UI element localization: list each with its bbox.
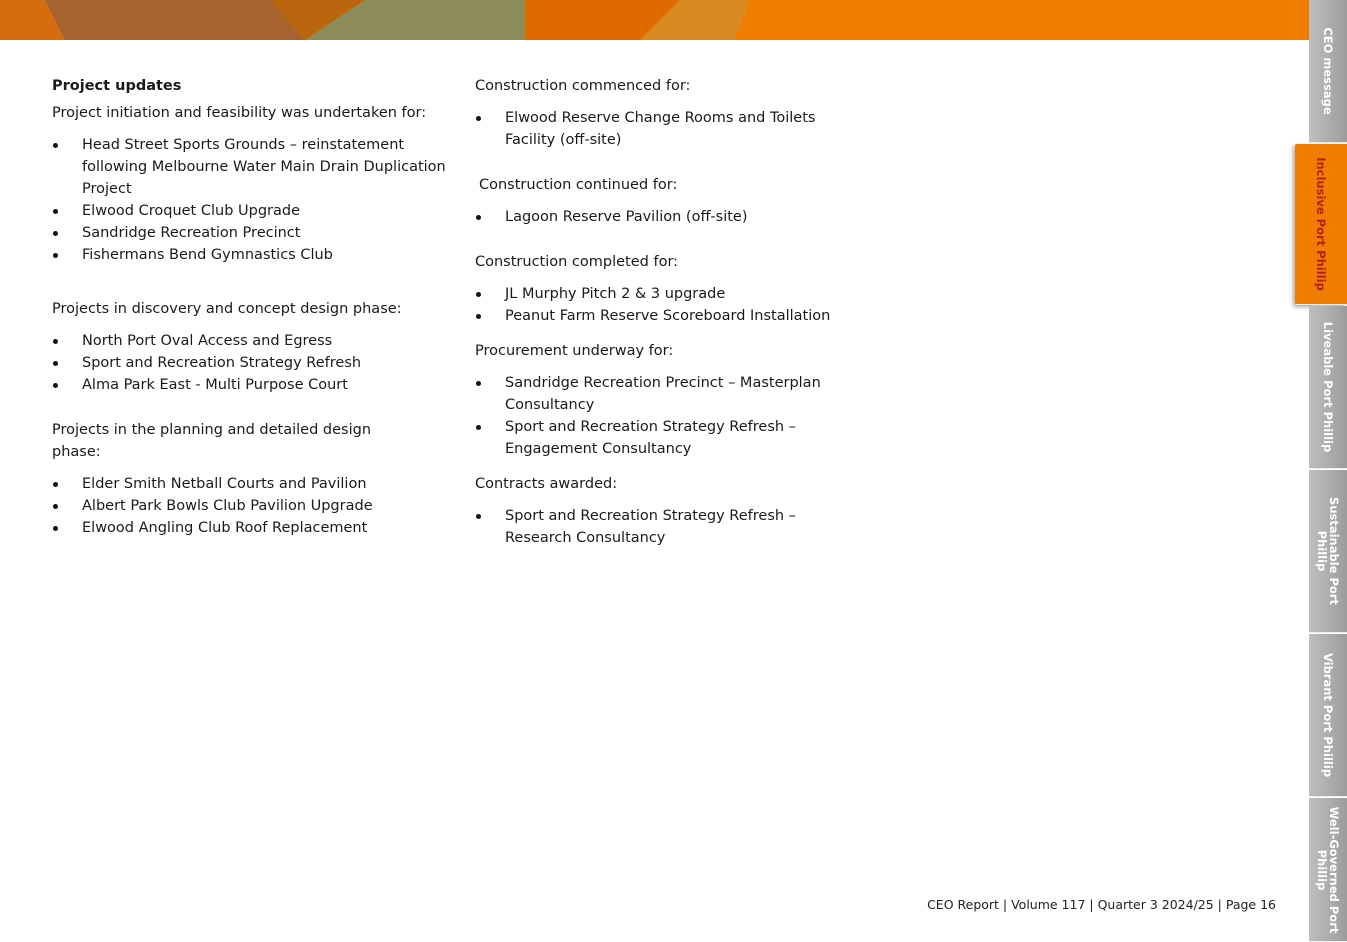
tab-ceo-message[interactable] xyxy=(1309,0,1347,143)
list-item: Sport and Recreation Strategy Refresh – Engagement Consultancy xyxy=(475,416,845,460)
list-item: JL Murphy Pitch 2 & 3 upgrade xyxy=(475,283,875,305)
contracts-intro: Contracts awarded: xyxy=(475,476,618,492)
commenced-list xyxy=(475,107,835,151)
tab-well-governed-port-phillip[interactable] xyxy=(1309,798,1347,942)
contracts-list xyxy=(475,505,815,549)
tab-label: CEO message xyxy=(1321,27,1335,115)
tab-label: Liveable Port Phillip xyxy=(1321,321,1335,453)
commenced-intro: Construction commenced for: xyxy=(475,78,691,94)
list-item: Fishermans Bend Gymnastics Club xyxy=(52,244,452,266)
initiation-list xyxy=(52,134,452,266)
list-item: Elwood Croquet Club Upgrade xyxy=(52,200,452,222)
list-item: Sport and Recreation Strategy Refresh xyxy=(52,352,452,374)
tab-inclusive-port-phillip[interactable] xyxy=(1295,144,1347,305)
list-item: Peanut Farm Reserve Scoreboard Installation xyxy=(475,305,875,327)
left-column xyxy=(52,75,452,539)
completed-list xyxy=(475,283,875,327)
tab-label: Vibrant Port Phillip xyxy=(1321,652,1335,778)
page-footer: CEO Report | Volume 117 | Quarter 3 2024/25 | Page 16 xyxy=(927,897,1276,912)
continued-intro: Construction continued for: xyxy=(479,177,678,193)
section-title: Project updates xyxy=(52,78,182,94)
initiation-intro: Project initiation and feasibility was undertaken for: xyxy=(52,105,427,121)
list-item: Sport and Recreation Strategy Refresh – Research Consultancy xyxy=(475,505,815,549)
list-item: Head Street Sports Grounds – reinstatement following Melbourne Water Main Drain Duplication Project xyxy=(52,134,452,200)
header-banner xyxy=(0,0,1311,40)
section-tabs xyxy=(1309,0,1347,941)
list-item: Alma Park East - Multi Purpose Court xyxy=(52,374,452,396)
planning-list xyxy=(52,473,452,539)
list-item: Elder Smith Netball Courts and Pavilion xyxy=(52,473,452,495)
tab-label: Sustainable Port Phillip xyxy=(1315,497,1341,605)
list-item: Sandridge Recreation Precinct – Masterplan Consultancy xyxy=(475,372,845,416)
planning-intro: Projects in the planning and detailed design phase: xyxy=(52,422,372,460)
continued-list xyxy=(475,206,875,228)
list-item: Sandridge Recreation Precinct xyxy=(52,222,452,244)
list-item: Elwood Reserve Change Rooms and Toilets Facility (off-site) xyxy=(475,107,835,151)
list-item: North Port Oval Access and Egress xyxy=(52,330,452,352)
completed-intro: Construction completed for: xyxy=(475,254,679,270)
list-item: Lagoon Reserve Pavilion (off-site) xyxy=(475,206,875,228)
banner-pattern xyxy=(0,0,1311,40)
tab-vibrant-port-phillip[interactable] xyxy=(1309,634,1347,797)
procurement-intro: Procurement underway for: xyxy=(475,343,674,359)
right-column xyxy=(475,75,875,549)
list-item: Albert Park Bowls Club Pavilion Upgrade xyxy=(52,495,452,517)
tab-liveable-port-phillip[interactable] xyxy=(1309,306,1347,469)
procurement-list xyxy=(475,372,845,460)
list-item: Elwood Angling Club Roof Replacement xyxy=(52,517,452,539)
discovery-list xyxy=(52,330,452,396)
discovery-intro: Projects in discovery and concept design phase: xyxy=(52,301,402,317)
tab-label: Inclusive Port Phillip xyxy=(1314,157,1328,291)
tab-sustainable-port-phillip[interactable] xyxy=(1309,470,1347,633)
tab-label: Well-Governed Port Phillip xyxy=(1315,806,1341,933)
